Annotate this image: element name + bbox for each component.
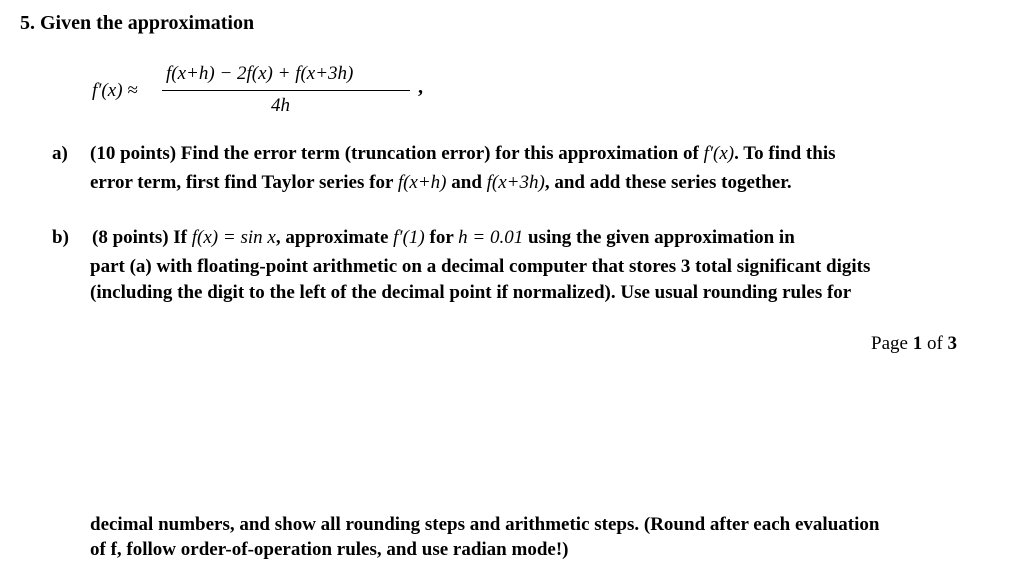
part-b-text-end: using the given approximation in <box>528 227 795 248</box>
part-b-line-2: part (a) with floating-point arithmetic on a decimal computer that stores 3 total significant digits <box>90 256 871 277</box>
part-b-line-3: (including the digit to the left of the decimal point if normalized). Use usual rounding rules for <box>90 282 852 303</box>
part-b-line-1 <box>92 227 795 249</box>
part-a-text: (10 points) Find the error term (truncation error) for this approximation of <box>90 143 699 164</box>
part-a-and: and <box>451 172 482 193</box>
part-a-text-2-end: , and add these series together. <box>544 172 792 193</box>
problem-title: 5. Given the approximation <box>20 12 255 34</box>
part-b-math-f1: f′(1) <box>393 227 425 248</box>
fraction-bar <box>162 90 410 91</box>
continuation-line-2: of f, follow order-of-operation rules, and use radian mode!) <box>90 539 569 560</box>
part-a-line-2 <box>90 172 792 194</box>
part-b-label: b) <box>52 227 69 248</box>
part-a-line-1 <box>90 143 836 165</box>
formula-numerator: f(x+h) − 2f(x) + f(x+3h) <box>166 63 354 84</box>
continuation-line-1: decimal numbers, and show all rounding steps and arithmetic steps. (Round after each evaluation <box>90 514 880 535</box>
part-b-math-fx: f(x) = sin x <box>191 227 276 248</box>
page-total: 3 <box>947 333 958 354</box>
part-a-math-derivative: f′(x) <box>703 143 735 164</box>
part-a-text-end: . To find this <box>734 143 836 164</box>
page-number <box>871 333 957 355</box>
page-current: 1 <box>912 333 923 354</box>
part-b-text: (8 points) If <box>92 227 188 248</box>
formula-denominator: 4h <box>271 95 290 116</box>
page-prefix: Page <box>871 333 908 354</box>
part-a-label: a) <box>52 143 68 164</box>
part-b-math-h: h = 0.01 <box>458 227 524 248</box>
formula-trailing-comma: , <box>418 76 423 98</box>
page-of: of <box>926 333 943 354</box>
formula-lhs: f′(x) ≈ <box>92 80 138 101</box>
part-b-approximate: , approximate <box>275 227 389 248</box>
part-b-for: for <box>429 227 454 248</box>
part-a-math-fxh: f(x+h) <box>397 172 447 193</box>
part-a-text-2: error term, first find Taylor series for <box>90 172 394 193</box>
part-a-math-fx3h: f(x+3h) <box>486 172 545 193</box>
